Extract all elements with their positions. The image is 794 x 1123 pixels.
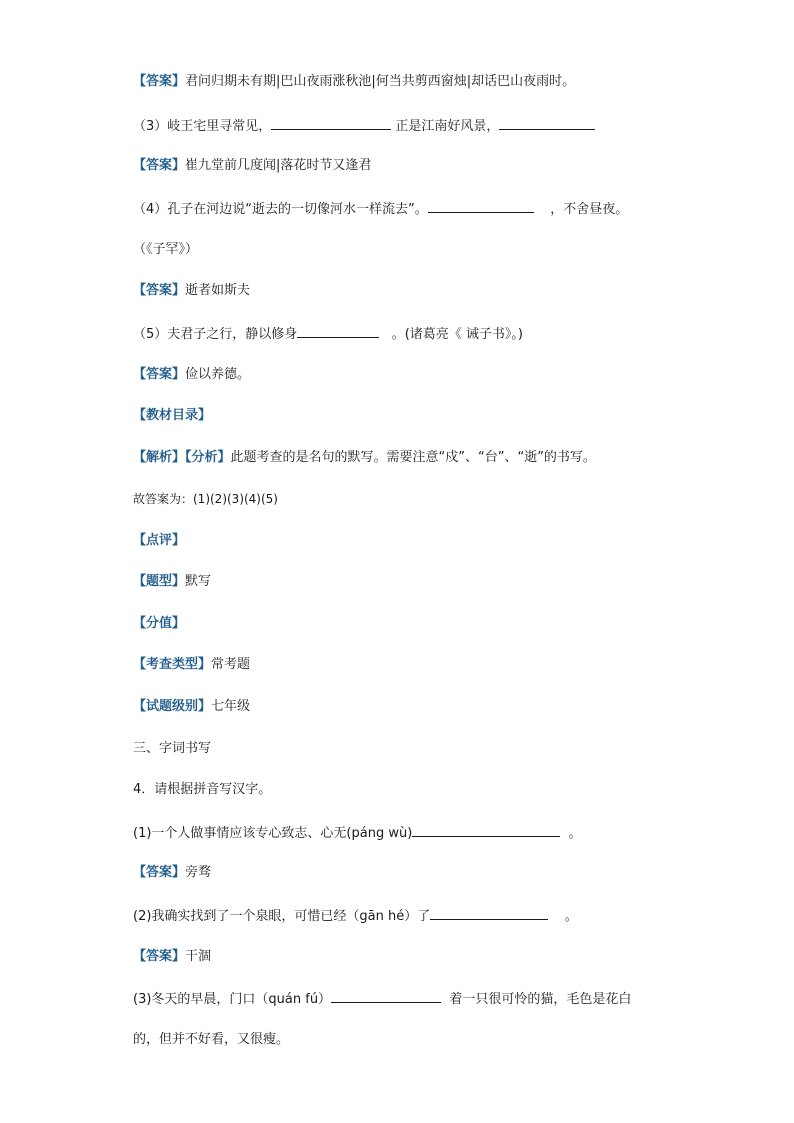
answer-text: 崔九堂前几度闻|落花时节又逢君 [185,158,372,173]
blank-line [430,906,548,920]
blank-line [331,989,441,1003]
answer-tag: 【答案】 [133,283,186,298]
answer-tag: 【答案】 [133,865,186,880]
question-title: 4．请根据拼音写汉字。 [133,782,272,797]
blank-line [297,324,379,338]
question-text: ，不舍昼夜。 [550,202,629,217]
answer-text: 干涸 [185,949,212,964]
question-text: （3）岐王宅里寻常见， [133,119,272,134]
catalog-tag: 【教材目录】 [133,408,212,423]
answer-tag: 【答案】 [133,367,186,382]
answer-text: 旁骛 [185,865,212,880]
answer-text: 君问归期未有期|巴山夜雨涨秋池|何当共剪西窗烛|却话巴山夜雨时。 [185,74,576,89]
answer-line-4 [133,282,250,300]
level-line [133,698,250,716]
question-text: （5）夫君子之行，静以修身 [133,327,298,342]
level-value: 七年级 [211,699,251,714]
question-type-value: 默写 [185,574,212,589]
score-tag: 【分值】 [133,616,186,631]
level-tag: 【试题级别】 [133,699,212,714]
analysis-line [133,449,596,467]
answer-tag: 【答案】 [133,949,186,964]
question-text: 。 [568,826,582,841]
analysis-text: 此题考查的是名句的默写。需要注意“戍”、“台”、“逝”的书写。 [230,450,596,465]
pinyin-question-1 [133,823,582,843]
question-type-tag: 【题型】 [133,574,186,589]
pinyin-question-3-cont [133,1031,289,1049]
blank-line [412,823,560,837]
answer-tag: 【答案】 [133,74,186,89]
source-text: （《子罕》） [133,242,199,257]
question-text: 的，但并不好看，又很瘦。 [133,1032,290,1047]
question-text: 。 [564,909,578,924]
question-text: (1)一个人做事情应该专心致志、心无(páng wù) [133,826,413,841]
pinyin-answer-1 [133,864,211,882]
question-5 [133,324,523,344]
question-type-line [133,573,211,591]
answer-line-3 [133,157,371,175]
analysis-tag: 【解析】【分析】 [133,450,231,465]
blank-line [428,199,534,213]
question-3 [133,116,595,136]
answer-text: 俭以养德。 [185,367,251,382]
exam-type-tag: 【考查类型】 [133,657,212,672]
question-4 [133,199,628,219]
question-text: (2)我确实找到了一个泉眼，可惜已经（gān hé）了 [133,909,431,924]
conclusion-text: 故答案为：(1)(2)(3)(4)(5) [133,492,278,506]
exam-type-value: 常考题 [211,657,251,672]
catalog-heading [133,407,211,425]
comment-heading [133,532,185,550]
exam-type-line [133,656,250,674]
question-text: (3)冬天的早晨，门口（quán fú） [133,992,332,1007]
section-title: 三、字词书写 [133,741,212,756]
pinyin-question-3 [133,989,631,1009]
answer-text: 逝者如斯夫 [185,283,251,298]
answer-line-5 [133,366,250,384]
section-heading [133,740,211,758]
question-text: 着一只很可怜的猫，毛色是花白 [449,992,632,1007]
comment-tag: 【点评】 [133,533,186,548]
conclusion-line [133,490,278,508]
score-heading [133,615,185,633]
blank-line [499,116,595,130]
blank-line [271,116,391,130]
question-text: 。(诸葛亮《 诫子书》。) [391,327,523,342]
question-text: 正是江南好风景， [395,119,500,134]
question-4-source [133,241,198,259]
pinyin-question-2 [133,906,578,926]
pinyin-answer-2 [133,948,211,966]
question-text: （4）孔子在河边说“逝去的一切像河水一样流去”。 [133,202,428,217]
question-4-title [133,781,271,799]
answer-line-1 [133,73,575,91]
answer-tag: 【答案】 [133,158,186,173]
